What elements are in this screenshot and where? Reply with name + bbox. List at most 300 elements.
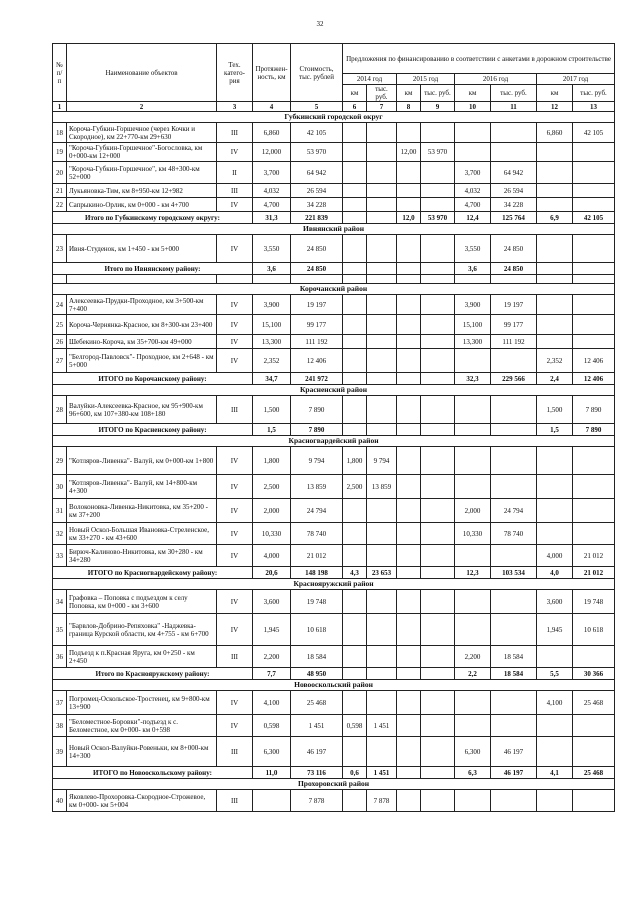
km-2015 xyxy=(397,396,421,424)
total-label: ИТОГО по Красненскому району: xyxy=(53,424,253,436)
total-cost: 48 950 xyxy=(291,668,343,680)
km-2017 xyxy=(537,295,573,315)
total-km-2017: 2,4 xyxy=(537,373,573,385)
total-km-2015 xyxy=(397,767,421,779)
km-2017 xyxy=(537,715,573,737)
rub-2017 xyxy=(573,295,615,315)
row-number: 23 xyxy=(53,235,67,263)
rub-2016 xyxy=(491,143,537,162)
table-row xyxy=(53,790,615,812)
total-rub-2014 xyxy=(367,668,397,680)
km-2014 xyxy=(343,523,367,545)
total-km-2015 xyxy=(397,668,421,680)
rub-2014 xyxy=(367,335,397,349)
rub-2014: 13 859 xyxy=(367,475,397,499)
total-km-2017: 4,1 xyxy=(537,767,573,779)
km-2017: 2,352 xyxy=(537,349,573,373)
empty-cell xyxy=(367,275,397,284)
rub-2017: 7 890 xyxy=(573,396,615,424)
km-2015 xyxy=(397,737,421,767)
total-km-2014: 4,3 xyxy=(343,567,367,579)
total-rub-2017: 21 012 xyxy=(573,567,615,579)
rub-2016: 19 197 xyxy=(491,295,537,315)
total-rub-2017: 30 366 xyxy=(573,668,615,680)
rub-2017 xyxy=(573,737,615,767)
category: IV xyxy=(217,349,253,373)
column-number: 13 xyxy=(573,102,615,112)
km-2017: 3,600 xyxy=(537,590,573,614)
km-2017: 4,000 xyxy=(537,545,573,567)
rub-2017 xyxy=(573,790,615,812)
empty-cell xyxy=(67,275,217,284)
total-rub-2016: 24 850 xyxy=(491,263,537,275)
total-km-2017: 6,9 xyxy=(537,212,573,224)
rub-2017 xyxy=(573,475,615,499)
km-2016: 15,100 xyxy=(455,315,491,335)
category: III xyxy=(217,646,253,668)
category: IV xyxy=(217,590,253,614)
total-km-2017: 4,0 xyxy=(537,567,573,579)
km-2015 xyxy=(397,646,421,668)
object-name: "Котляров-Ливенка"- Валуй, км 14+800-км 4+300 xyxy=(67,475,217,499)
rub-2017: 42 105 xyxy=(573,123,615,143)
total-km-2015 xyxy=(397,373,421,385)
km-2015 xyxy=(397,295,421,315)
table-row xyxy=(53,123,615,143)
rub-2016: 24 850 xyxy=(491,235,537,263)
km-2015 xyxy=(397,715,421,737)
total-km-2016: 2,2 xyxy=(455,668,491,680)
column-number: 6 xyxy=(343,102,367,112)
rub-2014 xyxy=(367,162,397,184)
km-2015 xyxy=(397,123,421,143)
total-row xyxy=(53,373,615,385)
row-number: 40 xyxy=(53,790,67,812)
total-rub-2015 xyxy=(421,767,455,779)
cost-thousand-rub: 46 197 xyxy=(291,737,343,767)
row-number: 38 xyxy=(53,715,67,737)
rub-2017 xyxy=(573,715,615,737)
section-title: Губкинский городской округ xyxy=(53,112,615,123)
row-number: 37 xyxy=(53,691,67,715)
empty-cell xyxy=(421,275,455,284)
km-2014: 0,598 xyxy=(343,715,367,737)
category: III xyxy=(217,737,253,767)
cost-thousand-rub: 24 850 xyxy=(291,235,343,263)
total-rub-2014: 1 451 xyxy=(367,767,397,779)
table-row xyxy=(53,315,615,335)
object-name: "Котляров-Ливенка"- Валуй, км 0+000-км 1+800 xyxy=(67,447,217,475)
row-number: 22 xyxy=(53,198,67,212)
km-2017 xyxy=(537,198,573,212)
cost-thousand-rub: 99 177 xyxy=(291,315,343,335)
rub-2017 xyxy=(573,315,615,335)
total-km-2014 xyxy=(343,373,367,385)
total-row xyxy=(53,767,615,779)
total-cost: 73 116 xyxy=(291,767,343,779)
rub-2017: 19 748 xyxy=(573,590,615,614)
km-2014 xyxy=(343,295,367,315)
object-name: Сапрыкино-Орлик, км 0+000 - км 4+700 xyxy=(67,198,217,212)
rub-2015 xyxy=(421,295,455,315)
cost-thousand-rub: 7 890 xyxy=(291,396,343,424)
length-km: 2,200 xyxy=(253,646,291,668)
row-number: 29 xyxy=(53,447,67,475)
length-km: 1,945 xyxy=(253,614,291,646)
length-km xyxy=(253,790,291,812)
km-2015 xyxy=(397,545,421,567)
row-number: 33 xyxy=(53,545,67,567)
category: IV xyxy=(217,545,253,567)
km-2014 xyxy=(343,315,367,335)
table-row xyxy=(53,235,615,263)
header-proposals: Предложения по финансированию в соответствии с анкетами в дорожном строительстве xyxy=(343,44,615,74)
object-name: Ивня-Студенок, км 1+450 - км 5+000 xyxy=(67,235,217,263)
km-2014 xyxy=(343,123,367,143)
rub-2014 xyxy=(367,590,397,614)
total-km-2016: 32,3 xyxy=(455,373,491,385)
total-cost: 148 198 xyxy=(291,567,343,579)
length-km: 10,330 xyxy=(253,523,291,545)
header-name: Наименование объектов xyxy=(67,44,217,102)
km-2015: 12,00 xyxy=(397,143,421,162)
rub-2015 xyxy=(421,184,455,198)
total-rub-2014 xyxy=(367,424,397,436)
header-rub: тыс. руб. xyxy=(367,85,397,102)
total-km-2016: 12,4 xyxy=(455,212,491,224)
km-2015 xyxy=(397,790,421,812)
km-2015 xyxy=(397,475,421,499)
cost-thousand-rub: 9 794 xyxy=(291,447,343,475)
total-cost: 221 839 xyxy=(291,212,343,224)
total-rub-2014 xyxy=(367,373,397,385)
header-year-2016: 2016 год xyxy=(455,74,537,85)
km-2016: 4,032 xyxy=(455,184,491,198)
category: IV xyxy=(217,499,253,523)
row-number: 19 xyxy=(53,143,67,162)
row-number: 28 xyxy=(53,396,67,424)
category: III xyxy=(217,790,253,812)
category: IV xyxy=(217,143,253,162)
km-2016 xyxy=(455,790,491,812)
total-km-2017: 5,5 xyxy=(537,668,573,680)
rub-2014 xyxy=(367,184,397,198)
row-number: 20 xyxy=(53,162,67,184)
header-year-2015: 2015 год xyxy=(397,74,455,85)
km-2016: 3,550 xyxy=(455,235,491,263)
km-2016 xyxy=(455,545,491,567)
rub-2016: 46 197 xyxy=(491,737,537,767)
section-title: Красненский район xyxy=(53,385,615,396)
km-2016: 3,900 xyxy=(455,295,491,315)
length-km: 2,500 xyxy=(253,475,291,499)
table-row xyxy=(53,349,615,373)
category: IV xyxy=(217,335,253,349)
rub-2014 xyxy=(367,499,397,523)
financing-table xyxy=(52,43,615,812)
km-2015 xyxy=(397,198,421,212)
rub-2017 xyxy=(573,143,615,162)
total-km-2017 xyxy=(537,263,573,275)
table-row xyxy=(53,162,615,184)
rub-2017 xyxy=(573,499,615,523)
total-rub-2017: 42 105 xyxy=(573,212,615,224)
km-2014 xyxy=(343,691,367,715)
row-number: 30 xyxy=(53,475,67,499)
km-2014: 1,800 xyxy=(343,447,367,475)
object-name: Короча-Губкин-Горшечное (через Кочки и Скородное), км 22+770-км 29+630 xyxy=(67,123,217,143)
cost-thousand-rub: 1 451 xyxy=(291,715,343,737)
cost-thousand-rub: 10 618 xyxy=(291,614,343,646)
km-2015 xyxy=(397,184,421,198)
rub-2014 xyxy=(367,523,397,545)
row-number: 39 xyxy=(53,737,67,767)
km-2017 xyxy=(537,184,573,198)
rub-2017: 12 406 xyxy=(573,349,615,373)
header-num: № п/п xyxy=(53,44,67,102)
rub-2015 xyxy=(421,691,455,715)
object-name: "Белгород-Павловск"- Проходное, км 2+648 - км 5+000 xyxy=(67,349,217,373)
empty-cell xyxy=(397,275,421,284)
km-2016: 2,000 xyxy=(455,499,491,523)
object-name: Короча-Чернянка-Красное, км 8+300-км 23+400 xyxy=(67,315,217,335)
total-rub-2016: 125 764 xyxy=(491,212,537,224)
rub-2014 xyxy=(367,235,397,263)
km-2017 xyxy=(537,790,573,812)
cost-thousand-rub: 18 584 xyxy=(291,646,343,668)
km-2017 xyxy=(537,523,573,545)
rub-2017: 10 618 xyxy=(573,614,615,646)
length-km: 6,860 xyxy=(253,123,291,143)
table-row xyxy=(53,499,615,523)
km-2017 xyxy=(537,315,573,335)
total-cost: 7 890 xyxy=(291,424,343,436)
total-km-2014 xyxy=(343,668,367,680)
table-row xyxy=(53,143,615,162)
section-row xyxy=(53,284,615,295)
rub-2016: 34 228 xyxy=(491,198,537,212)
cost-thousand-rub: 7 878 xyxy=(291,790,343,812)
rub-2014 xyxy=(367,737,397,767)
total-rub-2017: 25 468 xyxy=(573,767,615,779)
total-km-2016 xyxy=(455,424,491,436)
header-category: Тех. катего- рия xyxy=(217,44,253,102)
total-cost: 24 850 xyxy=(291,263,343,275)
section-title: Красногвардейский район xyxy=(53,436,615,447)
total-km-2016: 3,6 xyxy=(455,263,491,275)
rub-2014: 1 451 xyxy=(367,715,397,737)
rub-2015 xyxy=(421,396,455,424)
total-length: 20,6 xyxy=(253,567,291,579)
km-2014 xyxy=(343,646,367,668)
category: IV xyxy=(217,475,253,499)
section-row xyxy=(53,112,615,123)
header-cost: Стоимость, тыс. рублей xyxy=(291,44,343,102)
length-km: 3,600 xyxy=(253,590,291,614)
object-name: Графовка – Поповка с подъездом к селу Поповка, км 0+000 - км 3+600 xyxy=(67,590,217,614)
table-row xyxy=(53,614,615,646)
rub-2016 xyxy=(491,396,537,424)
km-2014 xyxy=(343,184,367,198)
km-2017 xyxy=(537,447,573,475)
rub-2015 xyxy=(421,545,455,567)
km-2017 xyxy=(537,646,573,668)
rub-2016 xyxy=(491,691,537,715)
rub-2016 xyxy=(491,475,537,499)
section-row xyxy=(53,436,615,447)
km-2014 xyxy=(343,198,367,212)
rub-2016: 78 740 xyxy=(491,523,537,545)
km-2014 xyxy=(343,545,367,567)
row-number: 25 xyxy=(53,315,67,335)
row-number: 34 xyxy=(53,590,67,614)
total-rub-2015 xyxy=(421,373,455,385)
length-km: 2,352 xyxy=(253,349,291,373)
object-name: Алексеевка-Прудки-Проходное, км 3+500-км 7+400 xyxy=(67,295,217,315)
km-2015 xyxy=(397,499,421,523)
header-km: км xyxy=(343,85,367,102)
total-km-2014 xyxy=(343,212,367,224)
row-number: 24 xyxy=(53,295,67,315)
km-2015 xyxy=(397,523,421,545)
column-number: 10 xyxy=(455,102,491,112)
km-2015 xyxy=(397,590,421,614)
rub-2014 xyxy=(367,691,397,715)
object-name: Лукьяновка-Тим, км 8+950-км 12+982 xyxy=(67,184,217,198)
header-km: км xyxy=(537,85,573,102)
cost-thousand-rub: 53 970 xyxy=(291,143,343,162)
km-2015 xyxy=(397,335,421,349)
header-rub: тыс. руб. xyxy=(421,85,455,102)
km-2014 xyxy=(343,396,367,424)
rub-2016: 64 942 xyxy=(491,162,537,184)
km-2016: 4,700 xyxy=(455,198,491,212)
cost-thousand-rub: 34 228 xyxy=(291,198,343,212)
empty-cell xyxy=(343,275,367,284)
empty-cell xyxy=(455,275,491,284)
cost-thousand-rub: 42 105 xyxy=(291,123,343,143)
km-2014 xyxy=(343,590,367,614)
length-km: 3,700 xyxy=(253,162,291,184)
category: IV xyxy=(217,198,253,212)
section-title: Корочанский район xyxy=(53,284,615,295)
km-2016 xyxy=(455,396,491,424)
category: IV xyxy=(217,523,253,545)
km-2016 xyxy=(455,590,491,614)
column-number: 9 xyxy=(421,102,455,112)
km-2016 xyxy=(455,475,491,499)
km-2016 xyxy=(455,447,491,475)
table-row xyxy=(53,295,615,315)
rub-2015 xyxy=(421,475,455,499)
km-2017: 1,945 xyxy=(537,614,573,646)
total-km-2017: 1,5 xyxy=(537,424,573,436)
empty-cell xyxy=(53,275,67,284)
length-km: 4,100 xyxy=(253,691,291,715)
empty-cell xyxy=(217,275,253,284)
section-title: Прохоровский район xyxy=(53,779,615,790)
total-rub-2015 xyxy=(421,567,455,579)
km-2017: 1,500 xyxy=(537,396,573,424)
km-2016: 13,300 xyxy=(455,335,491,349)
rub-2015 xyxy=(421,235,455,263)
total-km-2016: 12,3 xyxy=(455,567,491,579)
section-row xyxy=(53,224,615,235)
column-number: 4 xyxy=(253,102,291,112)
km-2014 xyxy=(343,143,367,162)
rub-2014 xyxy=(367,614,397,646)
total-rub-2015 xyxy=(421,424,455,436)
object-name: Новый Оскол-Большая Ивановка-Стреленское, км 33+270 - км 43+600 xyxy=(67,523,217,545)
category: III xyxy=(217,123,253,143)
length-km: 2,000 xyxy=(253,499,291,523)
km-2016: 3,700 xyxy=(455,162,491,184)
empty-cell xyxy=(573,275,615,284)
object-name: Бирюч-Калиново-Никитовка, км 30+280 - км 34+280 xyxy=(67,545,217,567)
category: III xyxy=(217,184,253,198)
rub-2015 xyxy=(421,590,455,614)
cost-thousand-rub: 111 192 xyxy=(291,335,343,349)
rub-2014 xyxy=(367,295,397,315)
header-year-2017: 2017 год xyxy=(537,74,615,85)
column-number: 2 xyxy=(67,102,217,112)
km-2015 xyxy=(397,349,421,373)
km-2014 xyxy=(343,499,367,523)
section-title: Краснояружский район xyxy=(53,579,615,590)
column-numbers-row xyxy=(53,102,615,112)
rub-2017 xyxy=(573,646,615,668)
object-name: Подъезд к п.Красная Яруга, км 0+250 - км 2+450 xyxy=(67,646,217,668)
rub-2017 xyxy=(573,162,615,184)
km-2014 xyxy=(343,737,367,767)
header-km: км xyxy=(397,85,421,102)
column-number: 11 xyxy=(491,102,537,112)
category: IV xyxy=(217,295,253,315)
table-row xyxy=(53,198,615,212)
km-2017 xyxy=(537,162,573,184)
total-rub-2015: 53 970 xyxy=(421,212,455,224)
rub-2016 xyxy=(491,790,537,812)
cost-thousand-rub: 21 012 xyxy=(291,545,343,567)
object-name: Валуйки-Алексеевка-Красное, км 95+900-км 96+600, км 107+380-км 108+180 xyxy=(67,396,217,424)
rub-2015 xyxy=(421,499,455,523)
km-2017 xyxy=(537,475,573,499)
table-row xyxy=(53,646,615,668)
rub-2016: 24 794 xyxy=(491,499,537,523)
total-row xyxy=(53,424,615,436)
header-rub: тыс. руб. xyxy=(573,85,615,102)
rub-2014 xyxy=(367,123,397,143)
total-length: 34,7 xyxy=(253,373,291,385)
total-row xyxy=(53,668,615,680)
km-2014 xyxy=(343,349,367,373)
total-rub-2017 xyxy=(573,263,615,275)
rub-2016: 111 192 xyxy=(491,335,537,349)
cost-thousand-rub: 19 748 xyxy=(291,590,343,614)
total-label: Итого по Краснояружскому району: xyxy=(53,668,253,680)
km-2017: 6,860 xyxy=(537,123,573,143)
length-km: 12,000 xyxy=(253,143,291,162)
km-2016 xyxy=(455,349,491,373)
km-2014 xyxy=(343,162,367,184)
total-label: Итого по Губкинскому городскому округу: xyxy=(53,212,253,224)
rub-2016 xyxy=(491,715,537,737)
total-row xyxy=(53,567,615,579)
total-km-2014: 0,6 xyxy=(343,767,367,779)
km-2015 xyxy=(397,447,421,475)
length-km: 1,500 xyxy=(253,396,291,424)
rub-2017 xyxy=(573,198,615,212)
